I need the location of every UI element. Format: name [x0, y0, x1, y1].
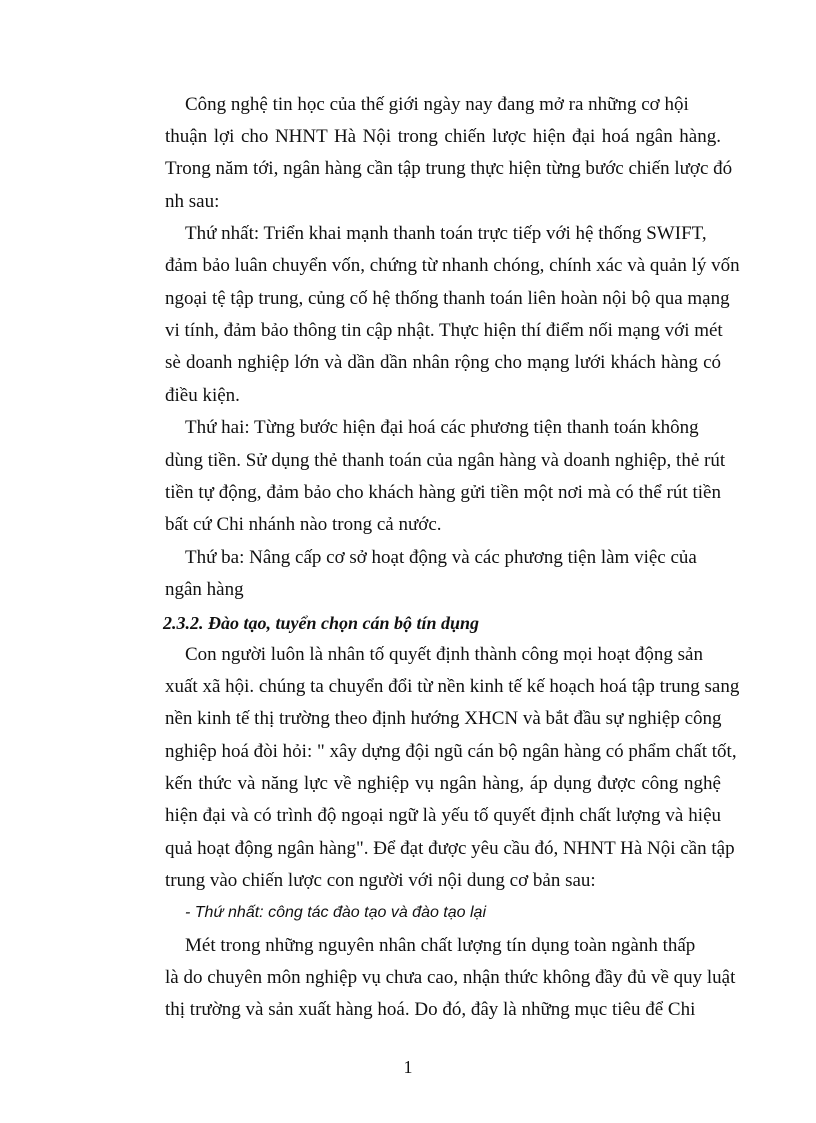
- paragraph-line: quả hoạt động ngân hàng". Để đạt được yêu cầu đó, NHNT Hà Nội cần tập: [165, 838, 735, 859]
- paragraph-line: thị trường và sản xuất hàng hoá. Do đó, đây là những mục tiêu để Chi: [165, 999, 696, 1020]
- page-number: 1: [403, 1057, 413, 1077]
- paragraph-line: ngân hàng: [165, 579, 244, 600]
- paragraph-line: Thứ nhất: Triển khai mạnh thanh toán trực tiếp với hệ thống SWIFT,: [185, 223, 707, 244]
- paragraph-line: Con người luôn là nhân tố quyết định thành công mọi hoạt động sản: [185, 644, 703, 665]
- paragraph-line: đảm bảo luân chuyển vốn, chứng từ nhanh chóng, chính xác và quản lý vốn: [165, 255, 740, 276]
- paragraph-line: vi tính, đảm bảo thông tin cập nhật. Thực hiện thí điểm nối mạng với mét: [165, 320, 723, 341]
- subsection-heading: - Thứ nhất: công tác đào tạo và đào tạo lại: [185, 904, 486, 921]
- paragraph-line: xuất xã hội. chúng ta chuyển đổi từ nền kinh tế kế hoạch hoá tập trung sang: [165, 676, 740, 697]
- paragraph-line: kến thức và năng lực về nghiệp vụ ngân hàng, áp dụng được công nghệ: [165, 773, 721, 794]
- paragraph-line: sè doanh nghiệp lớn và dần dần nhân rộng cho mạng lưới khách hàng có: [165, 352, 721, 373]
- paragraph-line: nh sau:: [165, 191, 220, 212]
- paragraph-line: thuận lợi cho NHNT Hà Nội trong chiến lược hiện đại hoá ngân hàng.: [165, 126, 721, 147]
- paragraph-line: bất cứ Chi nhánh nào trong cả nước.: [165, 514, 442, 535]
- paragraph-line: dùng tiền. Sử dụng thẻ thanh toán của ngân hàng và doanh nghiệp, thẻ rút: [165, 450, 726, 471]
- paragraph-line: ngoại tệ tập trung, củng cố hệ thống thanh toán liên hoàn nội bộ qua mạng: [165, 288, 730, 309]
- paragraph-line: nghiệp hoá đòi hỏi: " xây dựng đội ngũ cán bộ ngân hàng có phẩm chất tốt,: [165, 741, 737, 762]
- paragraph-line: điều kiện.: [165, 385, 240, 406]
- section-heading: 2.3.2. Đào tạo, tuyển chọn cán bộ tín dụng: [163, 613, 480, 633]
- paragraph-line: trung vào chiến lược con người với nội dung cơ bản sau:: [165, 870, 596, 891]
- paragraph-line: Thứ ba: Nâng cấp cơ sở hoạt động và các phương tiện làm việc của: [185, 547, 697, 568]
- paragraph-line: hiện đại và có trình độ ngoại ngữ là yếu tố quyết định chất lượng và hiệu: [165, 805, 721, 826]
- paragraph-line: Mét trong những nguyên nhân chất lượng tín dụng toàn ngành thấp: [185, 935, 696, 956]
- paragraph-line: tiền tự động, đảm bảo cho khách hàng gửi tiền một nơi mà có thể rút tiền: [165, 482, 721, 503]
- paragraph-line: Thứ hai: Từng bước hiện đại hoá các phương tiện thanh toán không: [185, 417, 699, 438]
- paragraph-line: là do chuyên môn nghiệp vụ chưa cao, nhận thức không đầy đủ về quy luật: [165, 967, 736, 988]
- paragraph-line: nền kinh tế thị trường theo định hướng XHCN và bắt đầu sự nghiệp công: [165, 708, 722, 729]
- paragraph-line: Trong năm tới, ngân hàng cần tập trung thực hiện từng bước chiến lược đó: [165, 158, 733, 179]
- paragraph-line: Công nghệ tin học của thế giới ngày nay đang mở ra những cơ hội: [185, 94, 689, 115]
